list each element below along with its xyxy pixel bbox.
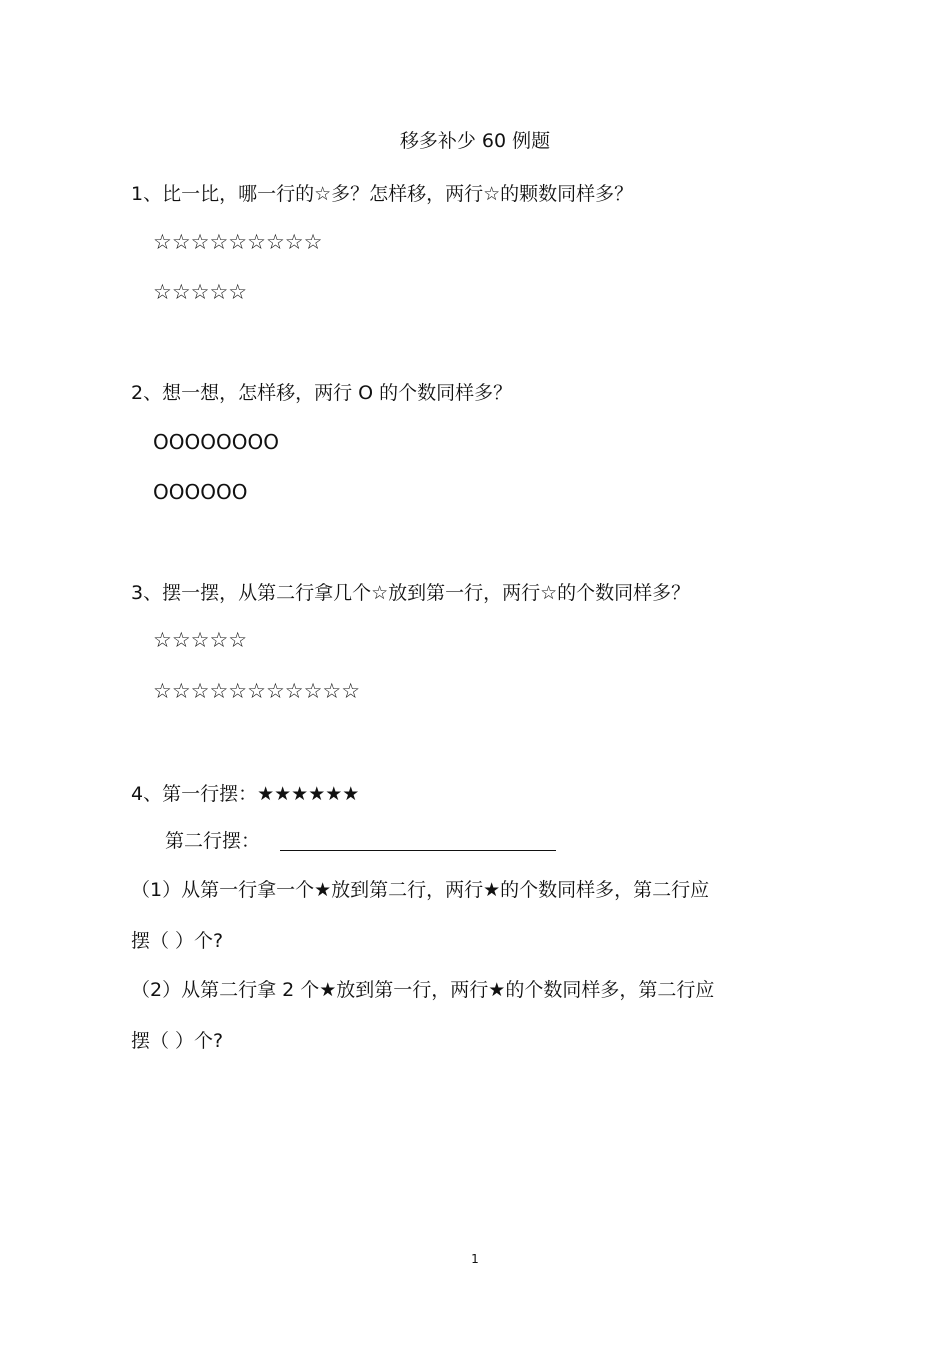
question-4-sub-1-line-1: （1）从第一行拿一个★放到第二行，两行★的个数同样多，第二行应 — [131, 879, 710, 901]
question-3-row-2: ☆☆☆☆☆☆☆☆☆☆☆ — [153, 679, 361, 703]
page-title: 移多补少 60 例题 — [399, 130, 551, 152]
question-4-line — [131, 781, 359, 807]
question-1-row-1: ☆☆☆☆☆☆☆☆☆ — [153, 230, 323, 254]
question-4-row-2-line — [165, 828, 556, 854]
question-4-label: 4、第一行摆： — [131, 783, 258, 805]
question-2-row-1: OOOOOOOO — [153, 430, 279, 454]
question-4-sub-2-line-2: 摆（ ）个? — [131, 1030, 224, 1052]
question-2-row-2: OOOOOO — [153, 480, 248, 504]
question-1-row-2: ☆☆☆☆☆ — [153, 280, 248, 304]
answer-blank-line[interactable] — [280, 832, 556, 851]
question-4-row-1-stars: ★★★★★★ — [257, 783, 360, 805]
question-1-text: 1、比一比，哪一行的☆多？怎样移，两行☆的颗数同样多？ — [131, 183, 634, 205]
question-3-text: 3、摆一摆，从第二行拿几个☆放到第一行，两行☆的个数同样多？ — [131, 582, 691, 604]
page-number: 1 — [471, 1252, 479, 1266]
question-4-sub-2-line-1: （2）从第二行拿 2 个★放到第一行，两行★的个数同样多，第二行应 — [131, 979, 715, 1001]
question-4-sub-1-line-2: 摆（ ）个? — [131, 930, 224, 952]
question-3-row-1: ☆☆☆☆☆ — [153, 628, 248, 652]
question-4-row-2-label: 第二行摆： — [165, 830, 261, 852]
question-2-text: 2、想一想，怎样移，两行 O 的个数同样多？ — [131, 382, 513, 404]
